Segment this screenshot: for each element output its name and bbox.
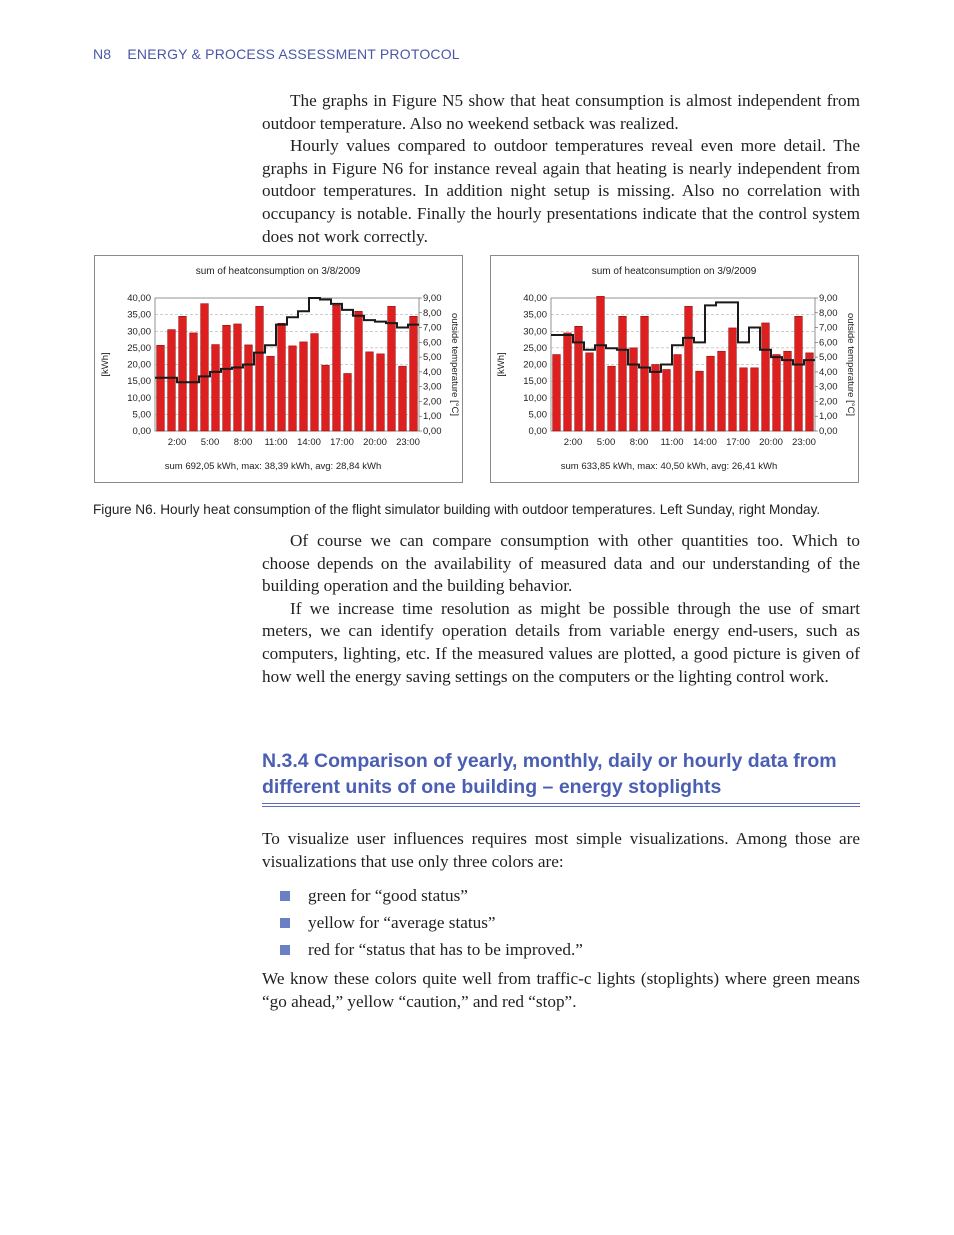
y2-tick-label: 8,00 (423, 307, 442, 319)
bar (663, 369, 671, 431)
intro-text (262, 90, 860, 248)
bar (696, 371, 704, 431)
bar (245, 345, 253, 431)
x-tick-label: 23:00 (396, 437, 420, 448)
bullet-square-icon (280, 891, 290, 901)
list-item-text: green for “good status” (308, 886, 468, 905)
bar (344, 373, 352, 431)
chart-sunday (94, 255, 463, 483)
bar (355, 311, 363, 431)
x-tick-label: 11:00 (264, 437, 288, 448)
running-title: ENERGY & PROCESS ASSESSMENT PROTOCOL (127, 46, 460, 62)
paragraph: The graphs in Figure N5 show that heat consumption is almost independent from outdoor temperature. Also no weekend setback was realized. (262, 91, 860, 133)
bar (740, 368, 748, 431)
y-axis-label: [kWh] (100, 352, 111, 377)
running-header (93, 46, 460, 62)
y-tick-label: 40,00 (523, 293, 547, 304)
bar (773, 355, 781, 431)
y2-tick-label: 9,00 (819, 293, 838, 304)
bar (168, 330, 176, 431)
y2-tick-label: 2,00 (423, 396, 442, 408)
bar (410, 316, 418, 431)
y2-tick-label: 4,00 (423, 366, 442, 378)
x-tick-label: 2:00 (167, 437, 187, 448)
bar (201, 304, 209, 431)
y-tick-label: 10,00 (127, 392, 151, 404)
y2-tick-label: 5,00 (819, 352, 838, 364)
y2-tick-label: 8,00 (819, 307, 838, 319)
y2-tick-label: 6,00 (423, 337, 442, 349)
bar (388, 306, 396, 431)
x-tick-label: 5:00 (596, 437, 616, 448)
bar (586, 353, 594, 431)
list-item (280, 909, 583, 936)
list-item-text: yellow for “average status” (308, 913, 496, 932)
y-axis-label: [kWh] (496, 352, 507, 377)
y-tick-label: 20,00 (127, 359, 151, 371)
y2-axis-label: outside temperature [°C] (845, 312, 856, 417)
bar (619, 316, 627, 431)
bar (762, 323, 770, 431)
bar (597, 296, 605, 431)
bullet-square-icon (280, 918, 290, 928)
y-tick-label: 25,00 (127, 342, 151, 354)
y2-tick-label: 5,00 (423, 352, 442, 364)
bar (256, 306, 264, 431)
chart-title: sum of heatconsumption on 3/9/2009 (591, 266, 757, 277)
x-tick-label: 14:00 (693, 437, 717, 448)
y-tick-label: 35,00 (127, 309, 151, 321)
y-tick-label: 15,00 (127, 376, 151, 388)
y-tick-label: 0,00 (132, 426, 151, 437)
x-tick-label: 8:00 (629, 437, 649, 448)
bar (564, 333, 572, 431)
bar (784, 351, 792, 431)
bar (212, 345, 220, 431)
y-tick-label: 0,00 (528, 426, 547, 437)
x-tick-label: 17:00 (726, 437, 750, 448)
bar (322, 365, 330, 431)
x-tick-label: 2:00 (563, 437, 583, 448)
heading-rule (262, 806, 860, 807)
bar (795, 316, 803, 431)
y-tick-label: 20,00 (523, 359, 547, 371)
y2-tick-label: 4,00 (819, 366, 838, 378)
y-tick-label: 40,00 (127, 293, 151, 304)
bar (157, 345, 165, 431)
x-tick-label: 14:00 (297, 437, 321, 448)
paragraph: We know these colors quite well from traffic-c lights (stoplights) where green means “go ahead,” yellow “caution,” and red “stop”. (262, 969, 860, 1011)
bar (377, 354, 385, 431)
bar (300, 342, 308, 431)
bar (234, 324, 242, 431)
bar (641, 316, 649, 431)
bar (553, 355, 561, 431)
paragraph: To visualize user influences requires most simple visualizations. Among those are visualizations that use only three colors are: (262, 829, 860, 871)
body-text (262, 828, 860, 873)
body-text (262, 530, 860, 688)
y2-tick-label: 6,00 (819, 337, 838, 349)
y2-tick-label: 0,00 (423, 426, 442, 437)
figure-caption: Figure N6. Hourly heat consumption of the flight simulator building with outdoor temperatures. Left Sunday, right Monday. (93, 502, 821, 517)
y2-tick-label: 3,00 (819, 381, 838, 393)
bar (289, 346, 297, 431)
bar (333, 305, 341, 431)
list-item (280, 936, 583, 963)
bar (267, 356, 275, 431)
bar (179, 316, 187, 431)
bar (729, 328, 737, 431)
y2-tick-label: 7,00 (423, 322, 442, 334)
x-tick-label: 20:00 (363, 437, 387, 448)
y-tick-label: 10,00 (523, 392, 547, 404)
y2-tick-label: 7,00 (819, 322, 838, 334)
bar (608, 366, 616, 431)
bar (311, 334, 319, 431)
bar (707, 356, 715, 431)
paragraph: Hourly values compared to outdoor temperatures reveal even more detail. The graphs in Figure N6 for instance reveal again that heating is nearly independent from outdoor temperatures. In addition night setup is missing. Also no correlation with occupancy is notable. Finally the hourly presentations indicate that the control system does not work correctly. (262, 136, 860, 246)
x-tick-label: 5:00 (200, 437, 220, 448)
bar (751, 368, 759, 431)
x-tick-label: 11:00 (660, 437, 684, 448)
bar (652, 365, 660, 432)
bullet-square-icon (280, 945, 290, 955)
body-text (262, 968, 860, 1013)
chart-footer: sum 633,85 kWh, max: 40,50 kWh, avg: 26,41 kWh (560, 461, 778, 472)
bar (278, 323, 286, 431)
paragraph: If we increase time resolution as might be possible through the use of smart meters, we can identify operation details from variable energy end-users, such as computers, lighting, etc. If the measured values are plotted, a good picture is given of how well the energy saving settings on the computers or the lighting control work. (262, 598, 860, 686)
y-tick-label: 25,00 (523, 342, 547, 354)
chart-monday (490, 255, 859, 483)
y2-tick-label: 2,00 (819, 396, 838, 408)
bar (366, 352, 374, 431)
bar (223, 325, 231, 431)
y2-tick-label: 1,00 (423, 411, 442, 423)
heading-rule (262, 803, 860, 804)
bar (685, 306, 693, 431)
chart-title: sum of heatconsumption on 3/8/2009 (195, 266, 361, 277)
chart-sunday-svg (95, 256, 462, 482)
x-tick-label: 8:00 (233, 437, 253, 448)
y2-tick-label: 0,00 (819, 426, 838, 437)
paragraph: Of course we can compare consumption with other quantities too. Which to choose depends on the availability of measured data and our understanding of the building operation and the building behavior. (262, 531, 860, 596)
y-tick-label: 15,00 (523, 376, 547, 388)
chart-monday-svg (491, 256, 858, 482)
y2-tick-label: 1,00 (819, 411, 838, 423)
y2-axis-label: outside temperature [°C] (449, 312, 460, 417)
chart-footer: sum 692,05 kWh, max: 38,39 kWh, avg: 28,84 kWh (164, 461, 382, 472)
y-tick-label: 30,00 (127, 326, 151, 338)
y-tick-label: 5,00 (132, 409, 151, 421)
bar (399, 366, 407, 431)
x-tick-label: 17:00 (330, 437, 354, 448)
section-heading: N.3.4 Comparison of yearly, monthly, daily or hourly data from different units of one building – energy stoplights (262, 750, 837, 798)
bullet-list (280, 882, 583, 963)
list-item (280, 882, 583, 909)
bar (674, 355, 682, 431)
page-number: N8 (93, 46, 112, 62)
y2-tick-label: 3,00 (423, 381, 442, 393)
x-tick-label: 23:00 (792, 437, 816, 448)
y-tick-label: 35,00 (523, 309, 547, 321)
bar (630, 348, 638, 431)
bar (718, 351, 726, 431)
x-tick-label: 20:00 (759, 437, 783, 448)
y2-tick-label: 9,00 (423, 293, 442, 304)
y-tick-label: 30,00 (523, 326, 547, 338)
y-tick-label: 5,00 (528, 409, 547, 421)
list-item-text: red for “status that has to be improved.” (308, 940, 583, 959)
bar (806, 353, 814, 431)
